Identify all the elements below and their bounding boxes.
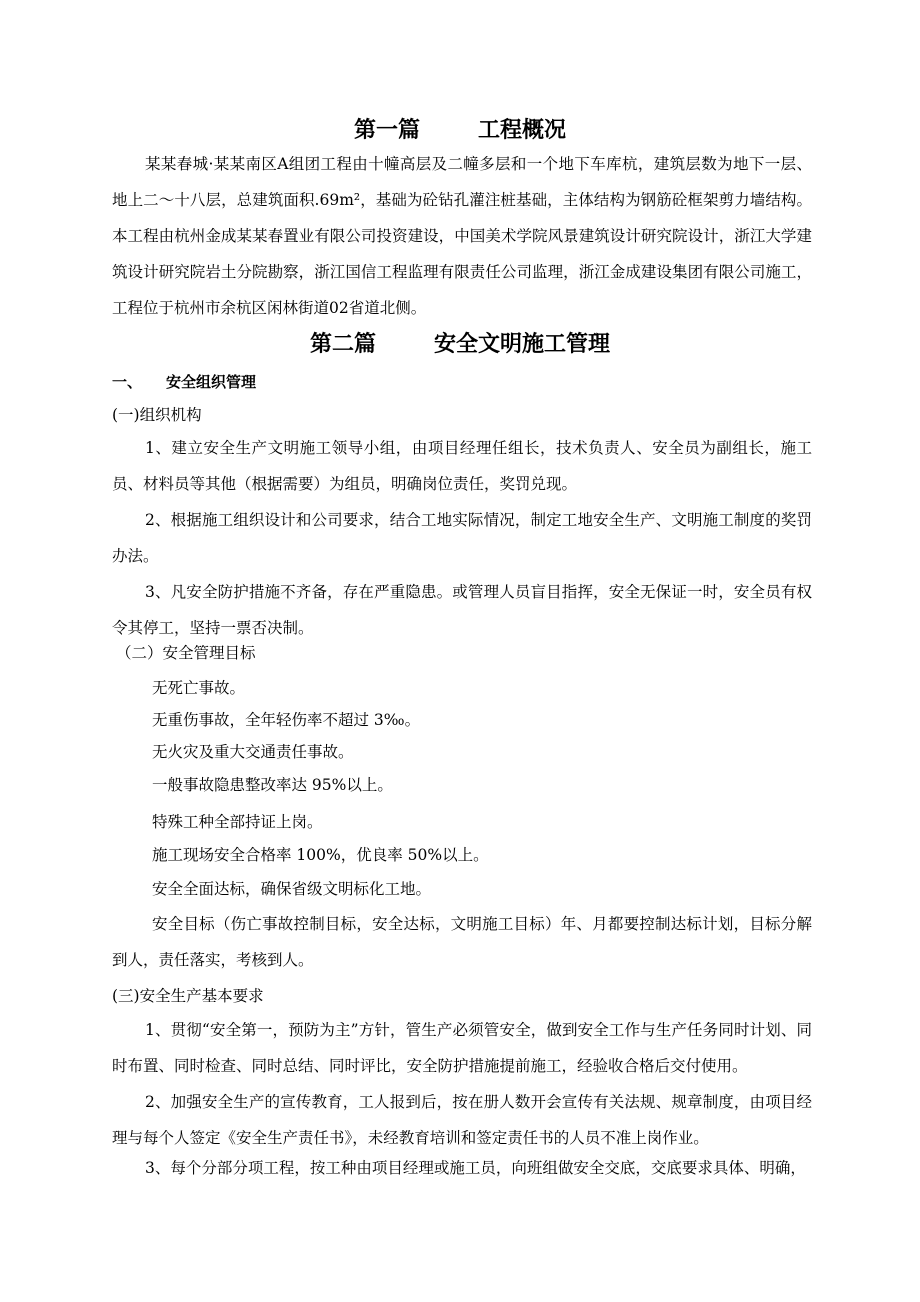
sub3-item-1: 1、贯彻“安全第一，预防为主”方针，管生产必须管安全，做到安全工作与生产任务同时计划、同时布置、同时检查、同时总结、同时评比，安全防护措施提前施工，经验收合格后交付使用。 [112,1021,812,1075]
sub2-heading: （二）安全管理目标 [116,644,256,662]
section1-number: 一、 [112,373,143,391]
goal-item: 施工现场安全合格率 100%，优良率 50%以上。 [152,846,489,864]
goal-item: 特殊工种全部持证上岗。 [152,813,323,831]
sub2-note: 安全目标（伤亡事故控制目标，安全达标，文明施工目标）年、月都要控制达标计划，目标分解到人，责任落实，考核到人。 [112,915,812,969]
part1-label: 第一篇 [353,118,420,143]
sub1-item-2: 2、根据施工组织设计和公司要求，结合工地实际情况，制定工地安全生产、文明施工制度的奖罚办法。 [112,511,812,565]
sub3-item-2: 2、加强安全生产的宣传教育，工人报到后，按在册人数开会宣传有关法规、规章制度，由项目经理与每个人签定《安全生产责任书》，未经教育培训和签定责任书的人员不准上岗作业。 [112,1093,812,1147]
goal-item: 一般事故隐患整改率达 95%以上。 [152,776,393,794]
part2-title [0,330,920,360]
goal-item: 安全全面达标，确保省级文明标化工地。 [152,880,432,898]
goal-item: 无火灾及重大交通责任事故。 [152,743,354,761]
sub1-item-1: 1、建立安全生产文明施工领导小组，由项目经理任组长，技术负责人、安全员为副组长，施工员、材料员等其他（根据需要）为组员，明确岗位责任，奖罚兑现。 [112,439,812,493]
project-overview-paragraph: 某某春城·某某南区A组团工程由十幢高层及二幢多层和一个地下车库杭，建筑层数为地下一层、地上二～十八层，总建筑面积.69m²，基础为砼钻孔灌注桩基础，主体结构为钢筋砼框架剪力墙结构。本工程由杭州金成某某春置业有限公司投资建设，中国美术学院风景建筑设计研究院设计，浙江大学建筑设计研究院岩土分院勘察，浙江国信工程监理有限责任公司监理，浙江金成建设集团有限公司施工，工程位于杭州市余杭区闲林街道02省道北侧。 [112,155,812,317]
goal-item: 无死亡事故。 [152,679,246,697]
sub1-item-3: 3、凡安全防护措施不齐备，存在严重隐患。或管理人员盲目指挥，安全无保证一时，安全员有权令其停工，坚持一票否决制。 [112,583,812,637]
sub1-heading: (一)组织机构 [112,406,202,424]
sub3-item-3: 3、每个分部分项工程，按工种由项目经理或施工员，向班组做安全交底，交底要求具体、明确， [145,1159,806,1177]
section1-heading [112,370,256,394]
part2-heading: 安全文明施工管理 [434,332,611,357]
section1-title: 安全组织管理 [166,373,257,391]
sub3-heading: (三)安全生产基本要求 [112,987,264,1005]
part2-label: 第二篇 [309,332,376,357]
part1-heading: 工程概况 [478,118,567,143]
goal-item: 无重伤事故，全年轻伤率不超过 3‰。 [152,711,421,729]
part1-title [0,116,920,146]
